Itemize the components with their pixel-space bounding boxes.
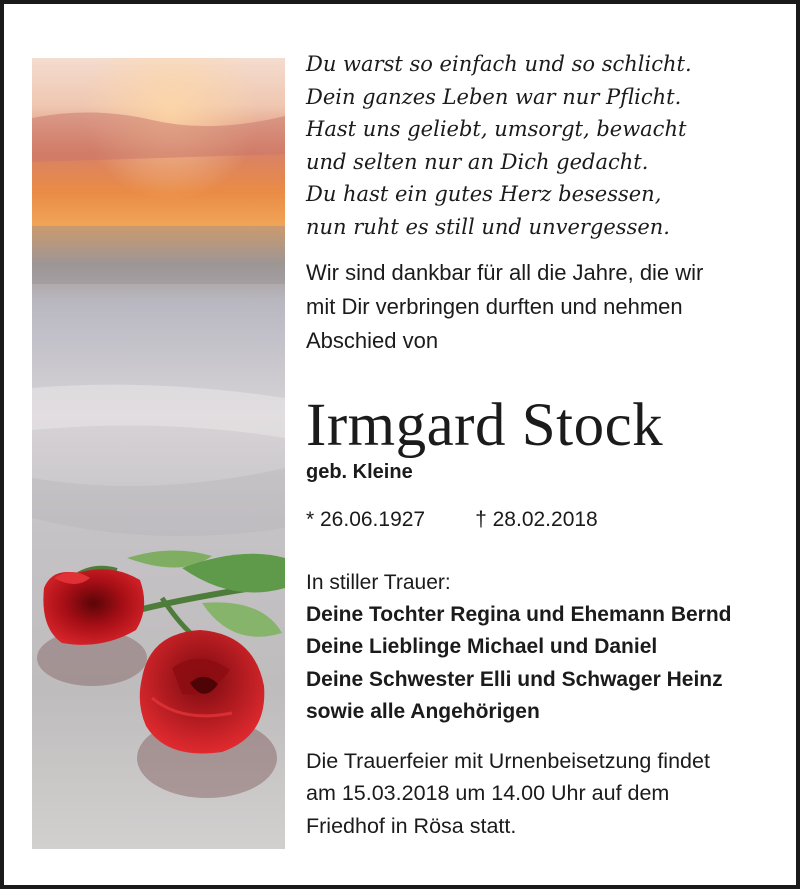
ceremony-line: Friedhof in Rösa statt.	[306, 813, 517, 838]
poem-line: Hast uns geliebt, umsorgt, bewacht	[306, 117, 687, 142]
life-dates	[306, 505, 776, 535]
intro-line: Abschied von	[306, 327, 439, 353]
poem-line: Dein ganzes Leben war nur Pflicht.	[306, 84, 682, 109]
birth-date: * 26.06.1927	[306, 507, 426, 531]
poem	[306, 48, 776, 244]
mourners-list	[306, 599, 776, 729]
mourner-line: sowie alle Angehörigen	[306, 700, 540, 724]
deceased-name: Irmgard Stock	[306, 391, 664, 459]
poem-line: Du warst so einfach und so schlicht.	[306, 52, 692, 76]
intro-line: mit Dir verbringen durften und nehmen	[306, 293, 683, 319]
maiden-name: geb. Kleine	[306, 460, 413, 483]
poem-line: Du hast ein gutes Herz besessen,	[306, 182, 662, 207]
ceremony-line: Die Trauerfeier mit Urnenbeisetzung findet	[306, 748, 710, 773]
poem-line: und selten nur an Dich gedacht.	[306, 149, 649, 174]
ceremony-info	[306, 745, 776, 843]
ceremony-line: am 15.03.2018 um 14.00 Uhr auf dem	[306, 781, 670, 806]
intro-text	[306, 256, 776, 358]
mourner-line: Deine Schwester Elli und Schwager Heinz	[306, 667, 723, 691]
mourner-line: Deine Tochter Regina und Ehemann Bernd	[306, 602, 732, 626]
obituary-text	[306, 48, 776, 842]
poem-line: nun ruht es still und unvergessen.	[306, 214, 670, 239]
roses-on-water-photo	[32, 58, 285, 849]
mourner-line: Deine Lieblinge Michael und Daniel	[306, 635, 658, 659]
mourning-label: In stiller Trauer:	[306, 570, 451, 594]
death-date: † 28.02.2018	[475, 507, 598, 531]
intro-line: Wir sind dankbar für all die Jahre, die wir	[306, 259, 704, 285]
